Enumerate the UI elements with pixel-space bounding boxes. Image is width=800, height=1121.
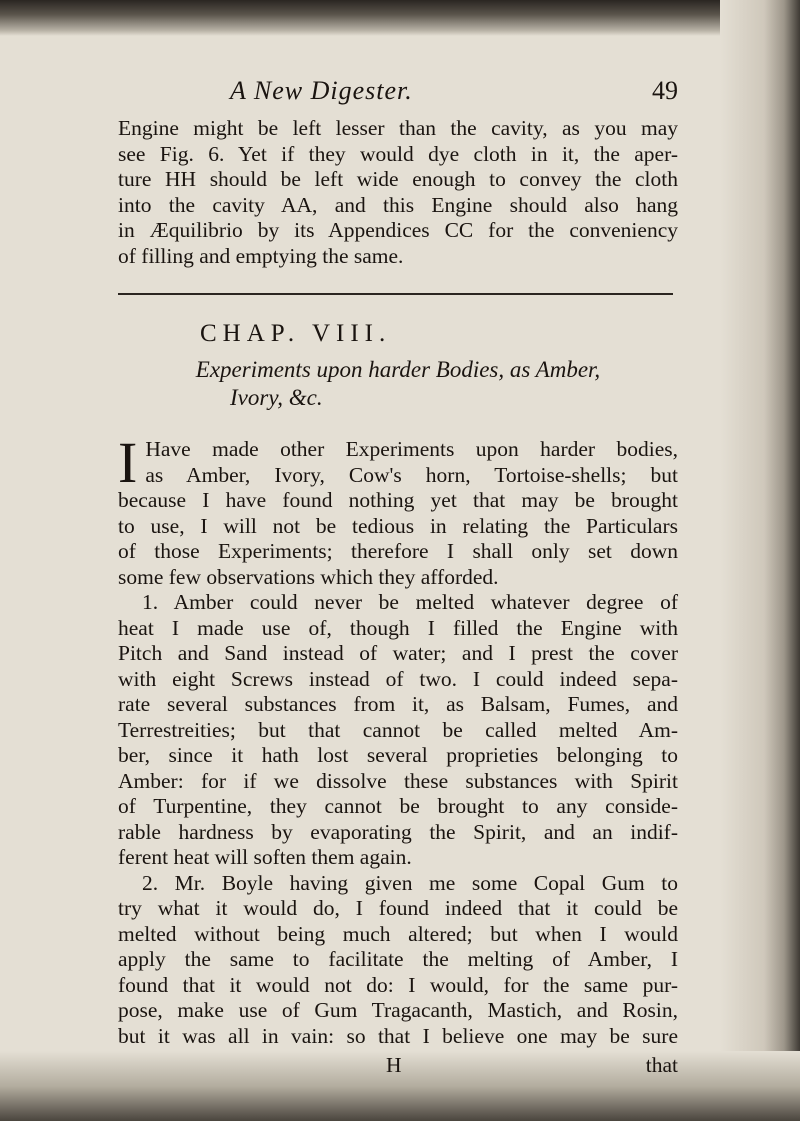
section-divider [118,293,673,295]
subtitle-line: Experiments upon harder Bodies, as Amber, [195,357,601,382]
drop-cap: I [118,430,138,495]
text-line: pose, make use of Gum Tragacanth, Mastich, and Rosin, [118,998,678,1022]
text-line: rate several substances from it, as Balsam, Fumes, and [118,692,678,716]
text-line: Pitch and Sand instead of water; and I prest the cover [118,641,678,665]
text-line: of those Experiments; therefore I shall only set down [118,539,678,563]
text-line: rable hardness by evaporating the Spirit, and an indif- [118,819,678,844]
text-line: as Amber, Ivory, Cow's horn, Tortoise-shells; but [145,462,678,487]
text-line: Terrestreities; but that cannot be called melted Am- [118,717,678,742]
text-line: but it was all in vain: so that I believe one may be sure [118,1023,678,1048]
subtitle-line: Ivory, &c. [230,385,323,410]
text-line: apply the same to facilitate the melting of Amber, I [118,947,678,971]
text-line: found that it would not do: I would, for the same pur- [118,972,678,997]
text-line: to use, I will not be tedious in relating the Particulars [118,513,678,538]
opening-paragraph [118,116,678,269]
text-line: Engine might be left lesser than the cavity, as you may [118,116,678,140]
text-line: melted without being much altered; but when I would [118,921,678,946]
text-line: Have made other Experiments upon harder bodies, [145,437,678,461]
text-line: 1. Amber could never be melted whatever degree of [142,590,678,614]
running-title: A New Digester. [230,76,413,105]
signature-mark: H [386,1053,402,1077]
text-line: with eight Screws instead of two. I could indeed sepa- [118,666,678,691]
text-line: ture HH should be left wide enough to convey the cloth [118,167,678,191]
text-line: in Æquilibrio by its Appendices CC for the conveniency [118,218,678,242]
text-line: because I have found nothing yet that may be brought [118,488,678,512]
page-number: 49 [652,76,678,105]
chapter-subtitle [118,356,678,412]
text-line: some few observations which they afforded. [118,564,499,589]
page-header [118,76,678,110]
text-line: Amber: for if we dissolve these substances with Spirit [118,768,678,793]
text-line: of Turpentine, they cannot be brought to any conside- [118,794,678,818]
text-line: ferent heat will soften them again. [118,845,412,869]
text-line: see Fig. 6. Yet if they would dye cloth in it, the aper- [118,141,678,166]
text-line: ber, since it hath lost several proprieties belonging to [118,743,678,767]
chapter-heading: CHAP. VIII. [200,320,392,347]
text-line: into the cavity AA, and this Engine should also hang [118,192,678,217]
scan-top-edge [0,0,800,36]
text-line: heat I made use of, though I filled the Engine with [118,615,678,640]
chapter-body [118,430,678,1049]
text-line: 2. Mr. Boyle having given me some Copal Gum to [142,870,678,895]
catchword: that [645,1053,678,1077]
text-line: try what it would do, I found indeed that it could be [118,896,678,920]
text-line: of filling and emptying the same. [118,243,404,268]
scan-right-edge [720,0,800,1121]
